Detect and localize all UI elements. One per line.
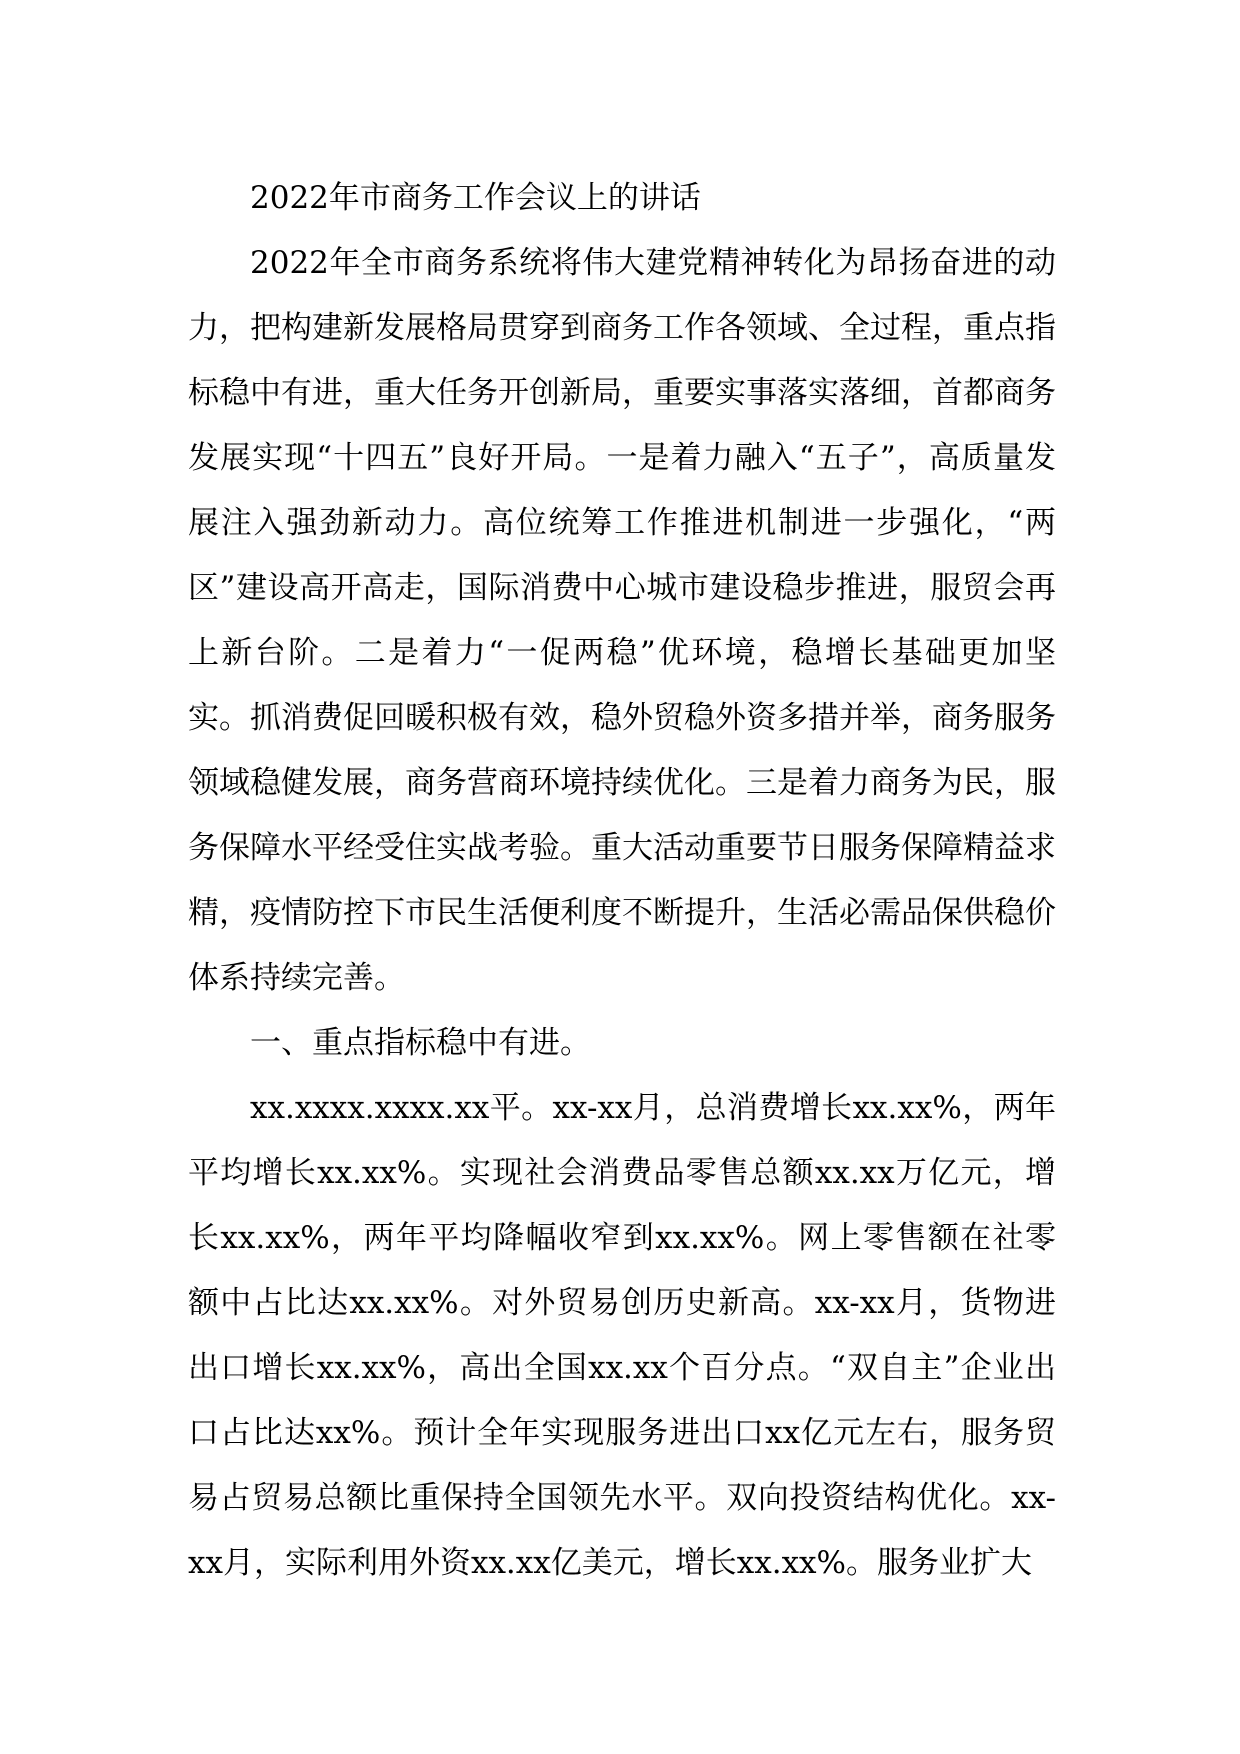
- section-heading-1: 一、重点指标稳中有进。: [250, 1025, 591, 1061]
- document-title: 2022年市商务工作会议上的讲话: [250, 180, 701, 216]
- body-paragraph-2: xx.xxxx.xxxx.xx平。xx-xx月，总消费增长xx.xx%，两年平均增长xx.xx%。实现社会消费品零售总额xx.xx万亿元，增长xx.xx%，两年平均降幅收窄到xx.xx%。网上零售额在社零额中占比达xx.xx%。对外贸易创历史新高。xx-xx月，货物进出口增长xx.xx%，高出全国xx.xx个百分点。“双自主”企业出口占比达xx%。预计全年实现服务进出口xx亿元左右，服务贸易占贸易总额比重保持全国领先水平。双向投资结构优化。xx-xx月，实际利用外资xx.xx亿美元，增长xx.xx%。服务业扩大: [188, 1090, 1056, 1581]
- document-page: [188, 166, 1056, 1596]
- body-paragraph-1: 2022年全市商务系统将伟大建党精神转化为昂扬奋进的动力，把构建新发展格局贯穿到商务工作各领域、全过程，重点指标稳中有进，重大任务开创新局，重要实事落实落细，首都商务发展实现“十四五”良好开局。一是着力融入“五子”，高质量发展注入强劲新动力。高位统筹工作推进机制进一步强化，“两区”建设高开高走，国际消费中心城市建设稳步推进，服贸会再上新台阶。二是着力“一促两稳”优环境，稳增长基础更加坚实。抓消费促回暖积极有效，稳外贸稳外资多措并举，商务服务领域稳健发展，商务营商环境持续优化。三是着力商务为民，服务保障水平经受住实战考验。重大活动重要节日服务保障精益求精，疫情防控下市民生活便利度不断提升，生活必需品保供稳价体系持续完善。: [188, 245, 1056, 996]
